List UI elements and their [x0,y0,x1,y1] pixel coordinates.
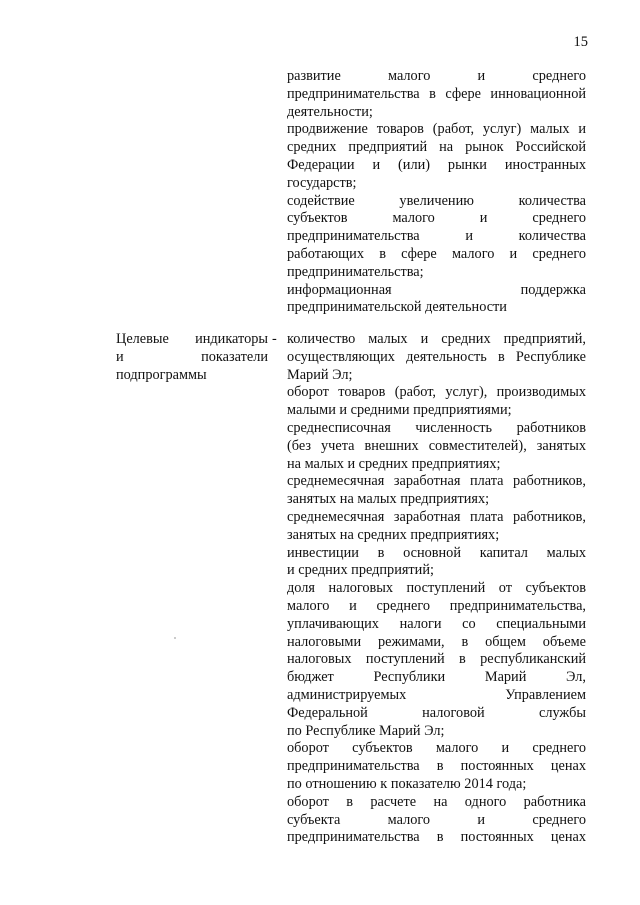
text-line: налоговых поступлений в республиканский [287,651,586,668]
text-line-last: Марий Эл; [287,366,353,383]
continuation-text-block [287,68,586,317]
text-line: бюджет Республики Марий Эл, [287,669,586,686]
text-line-last: государств; [287,174,357,191]
text-line: доля налоговых поступлений от субъектов [287,580,586,597]
text-line: среднесписочная численность работников [287,419,586,436]
text-line: предпринимательства в сфере инновационной [287,85,586,102]
text-line-last: и средних предприятий; [287,562,434,579]
indicator-item [287,740,586,793]
page-number: 15 [573,34,588,50]
text-line: субъекта малого и среднего [287,811,586,828]
text-line: среднемесячная заработная плата работников, [287,508,586,525]
text-line: оборот товаров (работ, услуг), производимых [287,384,586,401]
continuation-item [287,193,586,282]
text-line: инвестиции в основной капитал малых [287,544,586,561]
section-label-line: Целевые индикаторы [116,331,268,347]
text-line-last: предпринимательской деятельности [287,299,507,316]
text-line: среднемесячная заработная плата работников, [287,473,586,490]
text-line-last: предпринимательства; [287,263,424,280]
continuation-item [287,68,586,121]
text-line-last: занятых на малых предприятиях; [287,491,490,508]
text-line: развитие малого и среднего [287,68,586,84]
text-line: Федеральной налоговой службы [287,704,586,721]
indicator-item [287,794,586,847]
indicator-item [287,473,586,509]
indicator-item [287,420,586,473]
text-line-last: деятельности; [287,103,373,120]
text-line: (без учета внешних совместителей), занятых [287,437,586,454]
indicator-item [287,384,586,420]
text-line-last: по Республике Марий Эл; [287,722,445,739]
indicator-item [287,580,586,740]
section-label-line: подпрограммы [116,366,207,383]
continuation-item [287,282,586,318]
text-line: осуществляющих деятельность в Республике [287,348,586,365]
text-line: малого и среднего предпринимательства, [287,597,586,614]
text-line: информационная поддержка [287,281,586,298]
text-line: предпринимательства и количества [287,228,586,245]
text-line: оборот субъектов малого и среднего [287,740,586,757]
text-line: средних предприятий на рынок Российской [287,139,586,156]
text-line: администрируемых Управлением [287,686,586,703]
indicator-item [287,331,586,384]
text-line: оборот в расчете на одного работника [287,793,586,810]
text-line-last: по отношению к показателю 2014 года; [287,775,527,792]
text-line: предпринимательства в постоянных ценах [287,829,586,846]
text-line: Федерации и (или) рынки иностранных [287,156,586,173]
text-line: содействие увеличению количества [287,192,586,209]
indicator-item [287,545,586,581]
indicators-text-block [287,331,586,847]
text-line: количество малых и средних предприятий, [287,331,586,347]
text-line-last: на малых и средних предприятиях; [287,455,501,472]
text-line: уплачивающих налоги со специальными [287,615,586,632]
text-line: налоговыми режимами, в общем объеме [287,633,586,650]
continuation-item [287,121,586,192]
text-line: работающих в сфере малого и среднего [287,245,586,262]
text-line-last: занятых на средних предприятиях; [287,526,500,543]
indicator-item [287,509,586,545]
section-label [116,331,268,384]
label-dash: - [272,331,277,347]
scan-speck [174,637,176,639]
text-line-last: малыми и средними предприятиями; [287,402,512,419]
text-line: продвижение товаров (работ, услуг) малых и [287,121,586,138]
text-line: субъектов малого и среднего [287,210,586,227]
section-label-line: и показатели [116,348,268,365]
text-line: предпринимательства в постоянных ценах [287,758,586,775]
